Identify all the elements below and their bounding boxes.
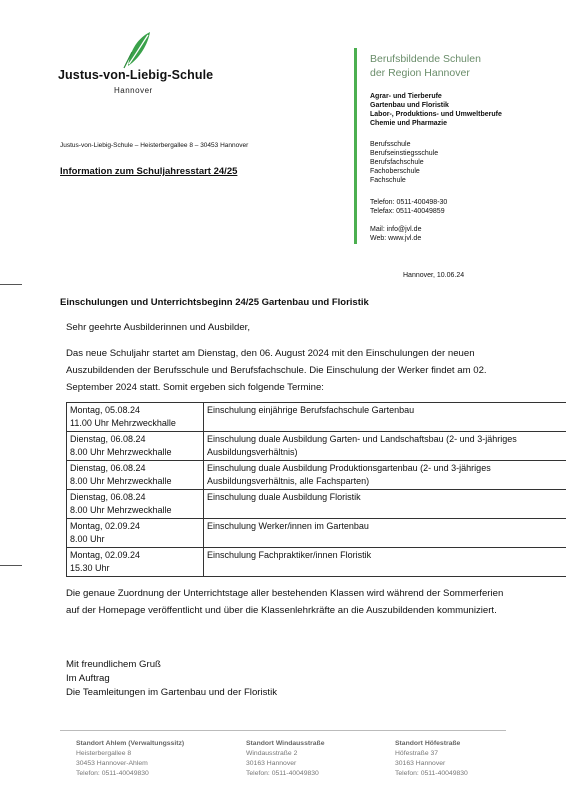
school-type-item: Berufseinstiegsschule (370, 150, 439, 157)
letter-subject: Einschulungen und Unterrichtsbeginn 24/25 Gartenbau und Floristik (60, 297, 369, 308)
greeting: Mit freundlichem Gruß (66, 659, 161, 670)
footer-city: 30163 Hannover (395, 760, 446, 767)
schedule-event-cell: Einschulung Werker/innen im Gartenbau (204, 519, 566, 548)
table-row (67, 490, 566, 519)
table-row (67, 403, 566, 432)
table-row (67, 432, 566, 461)
table-row (67, 519, 566, 548)
intro-paragraph: Das neue Schuljahr startet am Dienstag, den 06. August 2024 mit den Einschulungen der neuen Auszubildenden der Berufsschule und Berufsfachschule. Die Einschulung der Werker findet am 02. September 2024 statt. Somit ergeben sich folgende Termine: (66, 348, 487, 393)
footer-phone: Telefon: 0511-40049830 (246, 770, 319, 777)
school-types-list (370, 140, 438, 185)
table-row (67, 461, 566, 490)
department-item: Chemie und Pharmazie (370, 120, 448, 127)
school-type-item: Berufsfachschule (370, 159, 424, 166)
footer-location-title: Standort Windausstraße (246, 740, 325, 747)
sender-address-line: Justus-von-Liebig-Schule – Heisterbergallee 8 – 30453 Hannover (60, 142, 249, 149)
footer-divider (60, 730, 506, 731)
footer-location (246, 739, 325, 779)
schedule-event-cell: Einschulung duale Ausbildung Garten- und Landschaftsbau (2- und 3-jähriges Ausbildungsverhältnis) (204, 432, 566, 461)
schedule-event-cell: Einschulung Fachpraktiker/innen Floristik (204, 548, 566, 577)
fax-number: Telefax: 0511-40049859 (370, 208, 445, 215)
footer-location (76, 739, 184, 779)
logo-school-name: Justus-von-Liebig-Schule (58, 68, 214, 82)
schedule-event-cell: Einschulung duale Ausbildung Produktionsgartenbau (2- und 3-jähriges Ausbildungsverhältnis, alle Fachsparten) (204, 461, 566, 490)
schedule-date-cell: Dienstag, 06.08.24 8.00 Uhr Mehrzweckhalle (67, 432, 204, 461)
school-title-line1: Berufsbildende Schulen (370, 53, 481, 65)
schedule-date-cell: Montag, 05.08.24 11.00 Uhr Mehrzweckhalle (67, 403, 204, 432)
schedule-date-cell: Dienstag, 06.08.24 8.00 Uhr Mehrzweckhalle (67, 461, 204, 490)
footer-city: 30163 Hannover (246, 760, 297, 767)
leaf-logo-icon (120, 30, 156, 70)
schedule-event-cell: Einschulung duale Ausbildung Floristik (204, 490, 566, 519)
web-link[interactable]: Web: www.jvl.de (370, 235, 422, 242)
school-type-item: Fachoberschule (370, 168, 420, 175)
phone-number: Telefon: 0511-400498-30 (370, 199, 448, 206)
schedule-table (66, 402, 566, 577)
info-heading: Information zum Schuljahresstart 24/25 (60, 166, 238, 177)
school-title (370, 52, 481, 80)
signature: Die Teamleitungen im Gartenbau und der Floristik (66, 687, 277, 698)
contact-block (370, 198, 447, 216)
footer-location-title: Standort Ahlem (Verwaltungssitz) (76, 740, 185, 747)
mail-link[interactable]: Mail: info@jvl.de (370, 226, 422, 233)
school-title-line2: der Region Hannover (370, 67, 470, 79)
letter-date: Hannover, 10.06.24 (403, 272, 465, 279)
schedule-date-cell: Montag, 02.09.24 8.00 Uhr (67, 519, 204, 548)
on-behalf: Im Auftrag (66, 673, 110, 684)
fold-mark (0, 284, 22, 285)
footer-phone: Telefon: 0511-40049830 (395, 770, 468, 777)
department-item: Agrar- und Tierberufe (370, 93, 442, 100)
footer-city: 30453 Hannover-Ahlem (76, 760, 148, 767)
school-type-item: Fachschule (370, 177, 406, 184)
department-item: Gartenbau und Floristik (370, 102, 449, 109)
logo-city: Hannover (114, 86, 153, 95)
footer-street: Heisterbergallee 8 (76, 750, 132, 757)
footer-street: Höfestraße 37 (395, 750, 439, 757)
schedule-date-cell: Dienstag, 06.08.24 8.00 Uhr Mehrzweckhalle (67, 490, 204, 519)
footer-location (395, 739, 468, 779)
online-contact-block (370, 225, 421, 243)
closing-paragraph: Die genaue Zuordnung der Unterrichtstage aller bestehenden Klassen wird während der Sommerferien auf der Homepage veröffentlicht und über die Klassenlehrkräfte an die Auszubildenden kommuniziert. (66, 588, 504, 616)
footer-location-title: Standort Höfestraße (395, 740, 461, 747)
punch-mark (0, 565, 22, 566)
department-item: Labor-, Produktions- und Umweltberufe (370, 111, 502, 118)
letterhead-accent-rule (354, 48, 357, 244)
footer-street: Windausstraße 2 (246, 750, 298, 757)
salutation: Sehr geehrte Ausbilderinnen und Ausbilder, (66, 322, 251, 333)
footer-phone: Telefon: 0511-40049830 (76, 770, 149, 777)
schedule-date-cell: Montag, 02.09.24 15.30 Uhr (67, 548, 204, 577)
schedule-event-cell: Einschulung einjährige Berufsfachschule Gartenbau (204, 403, 566, 432)
school-type-item: Berufsschule (370, 141, 411, 148)
signature-block (66, 658, 506, 700)
table-row (67, 548, 566, 577)
departments-list (370, 92, 502, 128)
